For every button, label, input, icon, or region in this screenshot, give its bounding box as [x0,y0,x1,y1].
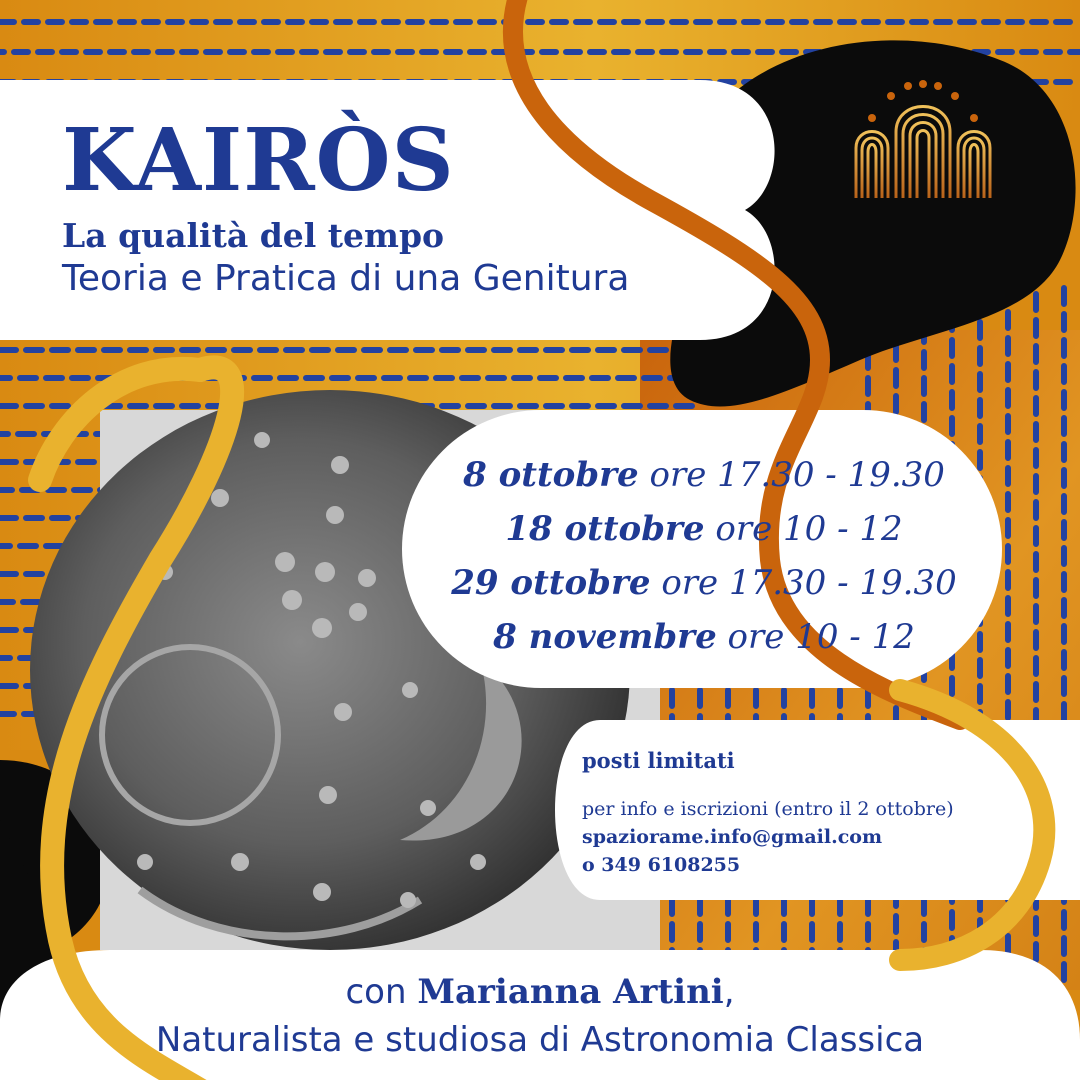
presenter-prefix: con [345,972,418,1012]
session-date: 8 ottobre [463,455,639,495]
schedule-item [408,448,1000,502]
contact-label: per info e iscrizioni (entro il 2 ottobre) [582,798,954,820]
schedule-list [408,448,1000,664]
session-time: ore 10 - 12 [715,509,903,549]
arches-with-dots-icon [848,78,998,202]
contact-phone: o 349 6108255 [582,854,741,876]
title-block [62,110,630,300]
session-time: ore 10 - 12 [727,617,915,657]
event-title: KAIRÒS [62,110,455,211]
presenter-credit [0,968,1080,1064]
info-panel [582,748,954,879]
presenter-role: Naturalista e studiosa di Astronomia Classica [155,1020,925,1060]
limited-seats-note: posti limitati [582,748,735,773]
contact-email: spaziorame.info@gmail.com [582,826,883,848]
session-date: 8 novembre [493,617,717,657]
presenter-suffix: , [723,972,735,1012]
session-date: 18 ottobre [505,509,705,549]
presenter-name: Marianna Artini [417,972,724,1012]
session-time: ore 17.30 - 19.30 [649,455,945,495]
session-date: 29 ottobre [451,563,651,603]
schedule-item [408,610,1000,664]
presenter-line [0,968,1080,1016]
event-tagline: Teoria e Pratica di una Genitura [62,258,630,300]
event-subtitle: La qualità del tempo [62,216,445,255]
session-time: ore 17.30 - 19.30 [661,563,957,603]
schedule-item [408,556,1000,610]
schedule-item [408,502,1000,556]
